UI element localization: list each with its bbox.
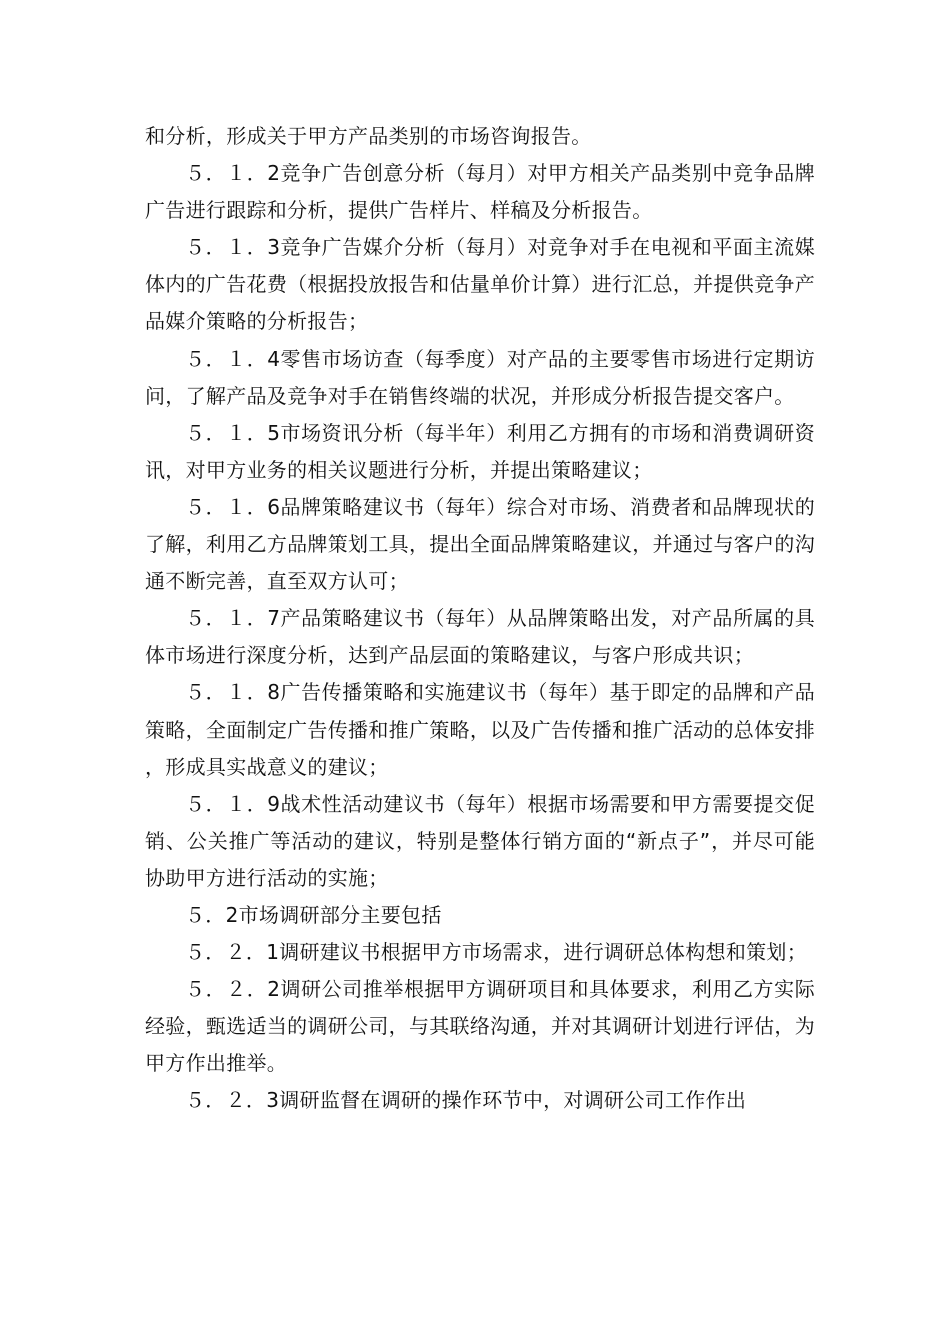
paragraph-5-1-4: ５．１．4零售市场访查（每季度）对产品的主要零售市场进行定期访问，了解产品及竞争对手在销售终端的状况，并形成分析报告提交客户。: [145, 346, 815, 408]
paragraph-5-1-3: ５．１．3竞争广告媒介分析（每月）对竞争对手在电视和平面主流媒体内的广告花费（根据投放报告和估量单价计算）进行汇总，并提供竞争产品媒介策略的分析报告；: [145, 235, 815, 334]
paragraph-5-2-1: ５．２．1调研建议书根据甲方市场需求，进行调研总体构想和策划；: [185, 940, 808, 965]
paragraph-5-2-2: ５．２．2调研公司推举根据甲方调研项目和具体要求，利用乙方实际经验，甄选适当的调研公司，与其联络沟通，并对其调研计划进行评估，为甲方作出推举。: [145, 977, 815, 1076]
paragraph-continuation: 和分析，形成关于甲方产品类别的市场咨询报告。: [145, 124, 592, 148]
section-heading-5-2: ５．2市场调研部分主要包括: [185, 902, 442, 927]
document-body: [145, 118, 815, 1120]
paragraph-5-1-2: ５．１．2竞争广告创意分析（每月）对甲方相关产品类别中竞争品牌广告进行跟踪和分析，提供广告样片、样稿及分析报告。: [145, 161, 815, 223]
paragraph-5-1-5: ５．１．5市场资讯分析（每半年）利用乙方拥有的市场和消费调研资讯，对甲方业务的相关议题进行分析，并提出策略建议；: [145, 420, 815, 482]
paragraph-5-1-7: ５．１．7产品策略建议书（每年）从品牌策略出发，对产品所属的具体市场进行深度分析，达到产品层面的策略建议，与客户形成共识；: [145, 606, 815, 668]
paragraph-5-1-9: ５．１．9战术性活动建议书（每年）根据市场需要和甲方需要提交促销、公关推广等活动的建议，特别是整体行销方面的“新点子”，并尽可能协助甲方进行活动的实施；: [145, 791, 815, 890]
paragraph-5-2-3: ５．２．3调研监督在调研的操作环节中，对调研公司工作作出: [185, 1088, 747, 1113]
paragraph-5-1-8: ５．１．8广告传播策略和实施建议书（每年）基于即定的品牌和产品策略，全面制定广告传播和推广策略，以及广告传播和推广活动的总体安排，形成具实战意义的建议；: [145, 680, 815, 779]
paragraph-5-1-6: ５．１．6品牌策略建议书（每年）综合对市场、消费者和品牌现状的了解，利用乙方品牌策划工具，提出全面品牌策略建议，并通过与客户的沟通不断完善，直至双方认可；: [145, 494, 815, 594]
